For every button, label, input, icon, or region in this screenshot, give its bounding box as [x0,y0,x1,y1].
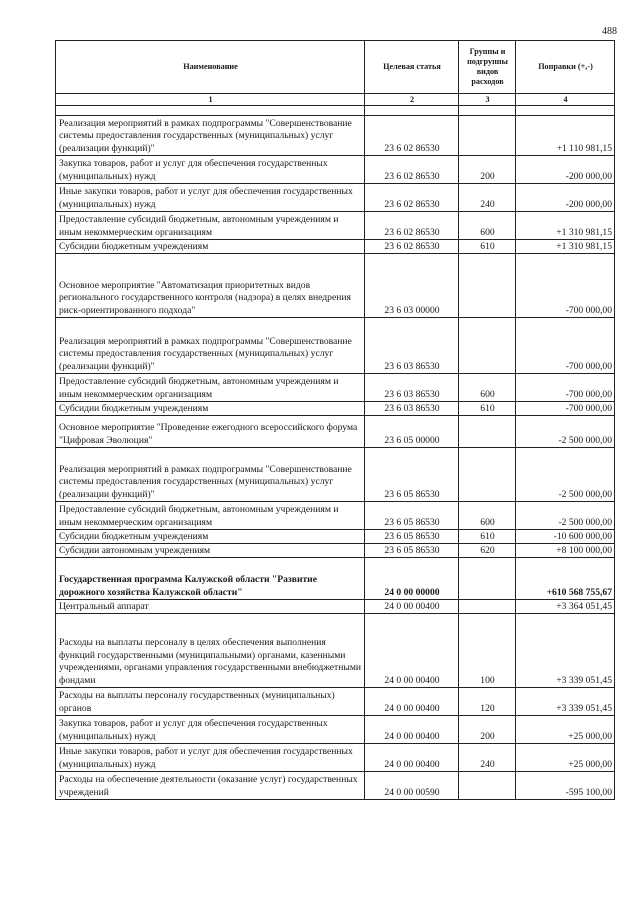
row-correction-amount-cell: +25 000,00 [516,744,615,772]
row-expense-group-cell: 200 [459,716,516,744]
table-row [56,116,615,156]
row-expense-group-cell [459,772,516,800]
row-name-cell: Субсидии бюджетным учреждениям [56,530,365,544]
table-row [56,156,615,184]
row-target-article-cell: 23 6 05 86530 [365,502,459,530]
row-correction-amount-cell: -700 000,00 [516,374,615,402]
row-correction-amount-cell: -700 000,00 [516,254,615,318]
row-name-cell: Предоставление субсидий бюджетным, автономным учреждениям и иным некоммерческим организациям [56,502,365,530]
row-target-article-cell: 23 6 05 00000 [365,416,459,448]
row-expense-group-cell: 100 [459,614,516,688]
row-expense-group-cell: 600 [459,502,516,530]
table-row [56,688,615,716]
row-name-cell: Иные закупки товаров, работ и услуг для обеспечения государственных (муниципальных) нужд [56,744,365,772]
row-name-cell: Реализация мероприятий в рамках подпрограммы "Совершенствование системы предоставления государственных (муниципальных) услуг (реализации функций)" [56,448,365,502]
row-target-article-cell: 24 0 00 00590 [365,772,459,800]
table-row [56,744,615,772]
row-target-article-cell: 23 6 02 86530 [365,212,459,240]
table-row [56,240,615,254]
row-correction-amount-cell: -2 500 000,00 [516,502,615,530]
row-expense-group-cell: 240 [459,744,516,772]
row-name-cell: Закупка товаров, работ и услуг для обеспечения государственных (муниципальных) нужд [56,156,365,184]
table-row [56,184,615,212]
table-row [56,416,615,448]
column-number: 4 [516,94,615,106]
row-correction-amount-cell: +1 310 981,15 [516,240,615,254]
row-target-article-cell: 23 6 05 86530 [365,448,459,502]
row-name-cell [56,106,365,116]
row-expense-group-cell [459,600,516,614]
table-row [56,502,615,530]
row-correction-amount-cell: -700 000,00 [516,402,615,416]
row-name-cell: Расходы на выплаты персоналу в целях обеспечения выполнения функций государственными (муниципальными) органами, казенными учреждениями, органами управления государственными внебюджетными фондами [56,614,365,688]
row-expense-group-cell [459,116,516,156]
row-expense-group-cell: 200 [459,156,516,184]
row-name-cell: Закупка товаров, работ и услуг для обеспечения государственных (муниципальных) нужд [56,716,365,744]
row-target-article-cell: 23 6 03 00000 [365,254,459,318]
row-expense-group-cell: 120 [459,688,516,716]
table-row [56,374,615,402]
header-name: Наименование [56,41,365,94]
row-correction-amount-cell: +3 364 051,45 [516,600,615,614]
row-correction-amount-cell [516,106,615,116]
row-correction-amount-cell: +1 310 981,15 [516,212,615,240]
row-correction-amount-cell: -595 100,00 [516,772,615,800]
table-row [56,448,615,502]
table-row [56,318,615,374]
row-correction-amount-cell: +3 339 051,45 [516,614,615,688]
table-header-row [56,41,615,94]
table-row [56,530,615,544]
row-target-article-cell: 23 6 03 86530 [365,318,459,374]
table-row [56,716,615,744]
row-target-article-cell [365,106,459,116]
row-correction-amount-cell: -200 000,00 [516,184,615,212]
table-row [56,544,615,558]
page-number: 488 [602,26,617,37]
row-expense-group-cell [459,448,516,502]
row-target-article-cell: 23 6 05 86530 [365,544,459,558]
row-target-article-cell: 23 6 05 86530 [365,530,459,544]
row-expense-group-cell: 610 [459,240,516,254]
row-target-article-cell: 24 0 00 00400 [365,688,459,716]
row-name-cell: Расходы на обеспечение деятельности (оказание услуг) государственных учреждений [56,772,365,800]
row-expense-group-cell [459,416,516,448]
column-number: 2 [365,94,459,106]
table-row [56,212,615,240]
table-row [56,614,615,688]
row-expense-group-cell: 610 [459,530,516,544]
row-correction-amount-cell: -10 600 000,00 [516,530,615,544]
row-expense-group-cell [459,106,516,116]
column-number: 3 [459,94,516,106]
row-name-cell: Предоставление субсидий бюджетным, автономным учреждениям и иным некоммерческим организациям [56,212,365,240]
row-correction-amount-cell: +25 000,00 [516,716,615,744]
row-target-article-cell: 23 6 02 86530 [365,240,459,254]
row-correction-amount-cell: -2 500 000,00 [516,448,615,502]
table-row [56,254,615,318]
row-correction-amount-cell: +1 110 981,15 [516,116,615,156]
row-expense-group-cell: 620 [459,544,516,558]
table-row [56,106,615,116]
row-name-cell: Реализация мероприятий в рамках подпрограммы "Совершенствование системы предоставления государственных (муниципальных) услуг (реализации функций)" [56,318,365,374]
column-number: 1 [56,94,365,106]
header-target-article: Целевая статья [365,41,459,94]
row-target-article-cell: 23 6 03 86530 [365,374,459,402]
row-correction-amount-cell: -700 000,00 [516,318,615,374]
row-target-article-cell: 23 6 03 86530 [365,402,459,416]
row-name-cell: Предоставление субсидий бюджетным, автономным учреждениям и иным некоммерческим организациям [56,374,365,402]
table-row [56,600,615,614]
row-target-article-cell: 23 6 02 86530 [365,156,459,184]
row-name-cell: Расходы на выплаты персоналу государственных (муниципальных) органов [56,688,365,716]
header-expense-groups: Группы и подгруппы видов расходов [459,41,516,94]
row-expense-group-cell: 240 [459,184,516,212]
row-target-article-cell: 24 0 00 00400 [365,614,459,688]
row-expense-group-cell: 600 [459,212,516,240]
row-name-cell: Субсидии бюджетным учреждениям [56,402,365,416]
row-name-cell: Иные закупки товаров, работ и услуг для обеспечения государственных (муниципальных) нужд [56,184,365,212]
table-row [56,558,615,600]
row-correction-amount-cell: -200 000,00 [516,156,615,184]
row-expense-group-cell [459,558,516,600]
table-body [56,106,615,800]
row-target-article-cell: 23 6 02 86530 [365,116,459,156]
header-corrections: Поправки (+,-) [516,41,615,94]
row-target-article-cell: 24 0 00 00400 [365,716,459,744]
row-target-article-cell: 24 0 00 00000 [365,558,459,600]
row-target-article-cell: 23 6 02 86530 [365,184,459,212]
table-row [56,402,615,416]
row-target-article-cell: 24 0 00 00400 [365,600,459,614]
row-target-article-cell: 24 0 00 00400 [365,744,459,772]
row-expense-group-cell: 600 [459,374,516,402]
row-correction-amount-cell: +3 339 051,45 [516,688,615,716]
row-name-cell: Основное мероприятие "Проведение ежегодного всероссийского форума "Цифровая Эволюция" [56,416,365,448]
row-name-cell: Государственная программа Калужской области "Развитие дорожного хозяйства Калужской области" [56,558,365,600]
row-name-cell: Центральный аппарат [56,600,365,614]
row-correction-amount-cell: +610 568 755,67 [516,558,615,600]
row-expense-group-cell: 610 [459,402,516,416]
row-expense-group-cell [459,318,516,374]
row-name-cell: Субсидии автономным учреждениям [56,544,365,558]
row-correction-amount-cell: +8 100 000,00 [516,544,615,558]
budget-table [55,40,615,800]
table-row [56,772,615,800]
row-expense-group-cell [459,254,516,318]
column-number-row [56,94,615,106]
row-name-cell: Основное мероприятие "Автоматизация приоритетных видов регионального государственного контроля (надзора) в целях внедрения риск-ориентированного подхода" [56,254,365,318]
row-name-cell: Реализация мероприятий в рамках подпрограммы "Совершенствование системы предоставления государственных (муниципальных) услуг (реализации функций)" [56,116,365,156]
row-name-cell: Субсидии бюджетным учреждениям [56,240,365,254]
row-correction-amount-cell: -2 500 000,00 [516,416,615,448]
